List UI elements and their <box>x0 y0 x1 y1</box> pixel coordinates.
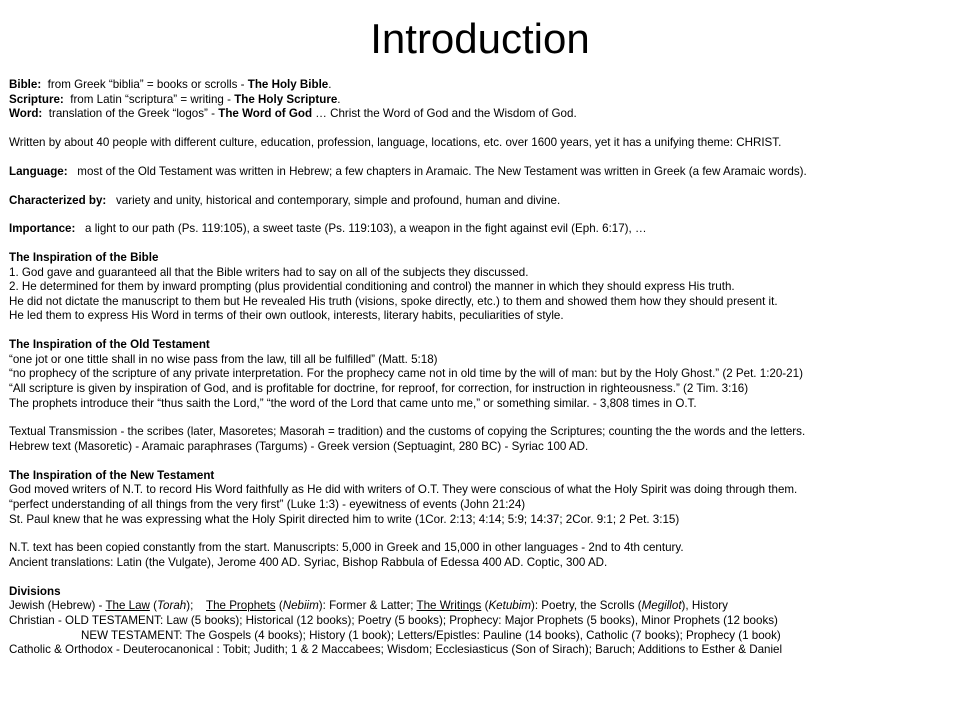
language-paragraph <box>9 165 954 180</box>
section-heading-divisions <box>9 585 954 600</box>
jewish-nebiim: Nebiim <box>282 599 319 613</box>
bold-holy-scripture: The Holy Scripture <box>234 92 338 106</box>
definition-word <box>9 107 954 122</box>
text-importance: a light to our path (Ps. 119:105), a sweet taste (Ps. 119:103), a weapon in the fight against evil (Eph. 6:17), … <box>85 222 647 236</box>
section-heading-inspiration-ot <box>9 338 954 353</box>
term-bible: Bible: <box>9 78 42 91</box>
definition-bible: Bible: from Greek “biblia” = books or scrolls - The Holy Bible. <box>9 78 332 91</box>
jewish-megillot: Megillot <box>641 599 682 613</box>
heading-text: The Inspiration of the Bible <box>9 251 159 265</box>
section-heading-inspiration-bible <box>9 251 954 266</box>
jewish-writings: The Writings <box>416 599 482 613</box>
importance-paragraph <box>9 222 954 237</box>
written-by-paragraph: Written by about 40 people with different culture, education, profession, language, locations, etc. over 1600 years, yet it has a unifying theme: CHRIST. <box>9 135 782 149</box>
jewish-ketubim: Ketubim <box>488 599 531 613</box>
transmission-line: Hebrew text (Masoretic) - Aramaic paraphrases (Targums) - Greek version (Septuagint, 280 BC) - Syriac 100 AD. <box>9 440 589 453</box>
term-importance: Importance: <box>9 222 76 236</box>
divisions-christian-nt: NEW TESTAMENT: The Gospels (4 books); History (1 book); Letters/Epistles: Pauline (14 books), Catholic (7 books); Prophecy (1 book) <box>81 628 781 642</box>
transmission-line: Textual Transmission - the scribes (later, Masoretes; Masorah = tradition) and the customs of copying the Scriptures; counting the the words and the letters. <box>9 425 806 439</box>
inspiration-ot-line: “one jot or one tittle shall in no wise pass from the law, till all be fulfilled” (Matt. 5:18) <box>9 352 438 366</box>
text-word: translation of the Greek “logos” - <box>48 107 215 121</box>
divisions-jewish: Jewish (Hebrew) - The Law (Torah); The Prophets (Nebiim): Former & Latter; The Writings (Ketubim): Poetry, the Scrolls (Megillot), History <box>9 599 728 613</box>
jewish-prophets: The Prophets <box>206 599 276 613</box>
text-characterized: variety and unity, historical and contemporary, simple and profound, human and divine. <box>115 193 561 207</box>
jewish-writings-text: ): Poetry, the Scrolls ( <box>530 599 642 613</box>
inspiration-ot-line: “no prophecy of the scripture of any private interpretation. For the prophecy came not in old time by the will of man: but by the Holy Ghost.” (2 Pet. 1:20-21) <box>9 367 803 381</box>
nt-text-line: Ancient translations: Latin (the Vulgate), Jerome 400 AD. Syriac, Bishop Rabbula of Edessa 400 AD. Coptic, 300 AD. <box>9 555 608 569</box>
inspiration-bible-line: He did not dictate the manuscript to them but He revealed His truth (visions, spoke directly, etc.) to them and showed them how they should present it. <box>9 294 778 308</box>
nt-text-line: N.T. text has been copied constantly from the start. Manuscripts: 5,000 in Greek and 15,000 in other languages - 2nd to 4th century. <box>9 541 684 555</box>
bold-holy-bible: The Holy Bible <box>247 78 329 91</box>
inspiration-nt-line: God moved writers of N.T. to record His Word faithfully as He did with writers of O.T. They were conscious of what the Holy Spirit was doing through them. <box>9 483 798 497</box>
inspiration-nt-line: St. Paul knew that he was expressing what the Holy Spirit directed him to write (1Cor. 2:13; 4:14; 5:9; 14:37; 2Cor. 9:1; 2 Pet. 3:15) <box>9 512 680 526</box>
definition-scripture: Scripture: from Latin “scriptura” = writing - The Holy Scripture. <box>9 92 341 106</box>
inspiration-bible-line: He led them to express His Word in terms of their own outlook, interests, literary habits, peculiarities of style. <box>9 309 564 323</box>
text-language: most of the Old Testament was written in Hebrew; a few chapters in Aramaic. The New Testament was written in Greek (a few Aramaic words). <box>77 164 807 178</box>
divisions-catholic: Catholic & Orthodox - Deuterocanonical : Tobit; Judith; 1 & 2 Maccabees; Wisdom; Ecclesiasticus (Son of Sirach); Baruch; Additions to Esther & Daniel <box>9 643 783 657</box>
jewish-prophets-text: ): Former & Latter; <box>318 599 417 613</box>
heading-text: Divisions <box>9 584 61 598</box>
bold-word-of-god: The Word of God <box>218 107 313 121</box>
inspiration-bible-line: 1. God gave and guaranteed all that the Bible writers had to say on all of the subjects they discussed. <box>9 265 529 279</box>
text-word-rest: … Christ the Word of God and the Wisdom of God. <box>312 107 577 121</box>
jewish-suffix: ), History <box>681 599 728 613</box>
slide-body <box>9 78 954 658</box>
heading-text: The Inspiration of the Old Testament <box>9 338 210 352</box>
term-language: Language: <box>9 164 68 178</box>
inspiration-ot-line: The prophets introduce their “thus saith the Lord,” “the word of the Lord that came unto me,” or something similar. - 3,808 times in O.T. <box>9 396 697 410</box>
heading-text: The Inspiration of the New Testament <box>9 468 215 482</box>
inspiration-nt-line: “perfect understanding of all things from the very first” (Luke 1:3) - eyewitness of events (John 21:24) <box>9 497 526 511</box>
divisions-christian-ot: Christian - OLD TESTAMENT: Law (5 books); Historical (12 books); Poetry (5 books); Prophecy: Major Prophets (5 books), Minor Prophets (12 books) <box>9 613 778 627</box>
term-word: Word: <box>9 107 43 121</box>
text-bible: from Greek “biblia” = books or scrolls - <box>47 78 245 91</box>
characterized-paragraph <box>9 194 954 209</box>
term-characterized: Characterized by: <box>9 193 107 207</box>
inspiration-ot-line: “All scripture is given by inspiration of God, and is profitable for doctrine, for reproof, for correction, for instruction in righteousness.” (2 Tim. 3:16) <box>9 382 749 396</box>
text-scripture: from Latin “scriptura” = writing - <box>70 92 231 106</box>
jewish-prefix: Jewish (Hebrew) - <box>9 599 103 613</box>
jewish-law: The Law <box>105 599 150 613</box>
term-scripture: Scripture: <box>9 92 64 106</box>
inspiration-bible-line: 2. He determined for them by inward prompting (plus providential conditioning and control) the manner in which they should express His truth. <box>9 280 735 294</box>
section-heading-inspiration-nt <box>9 469 954 484</box>
jewish-torah: Torah <box>157 599 187 613</box>
page-title: Introduction <box>370 15 590 62</box>
